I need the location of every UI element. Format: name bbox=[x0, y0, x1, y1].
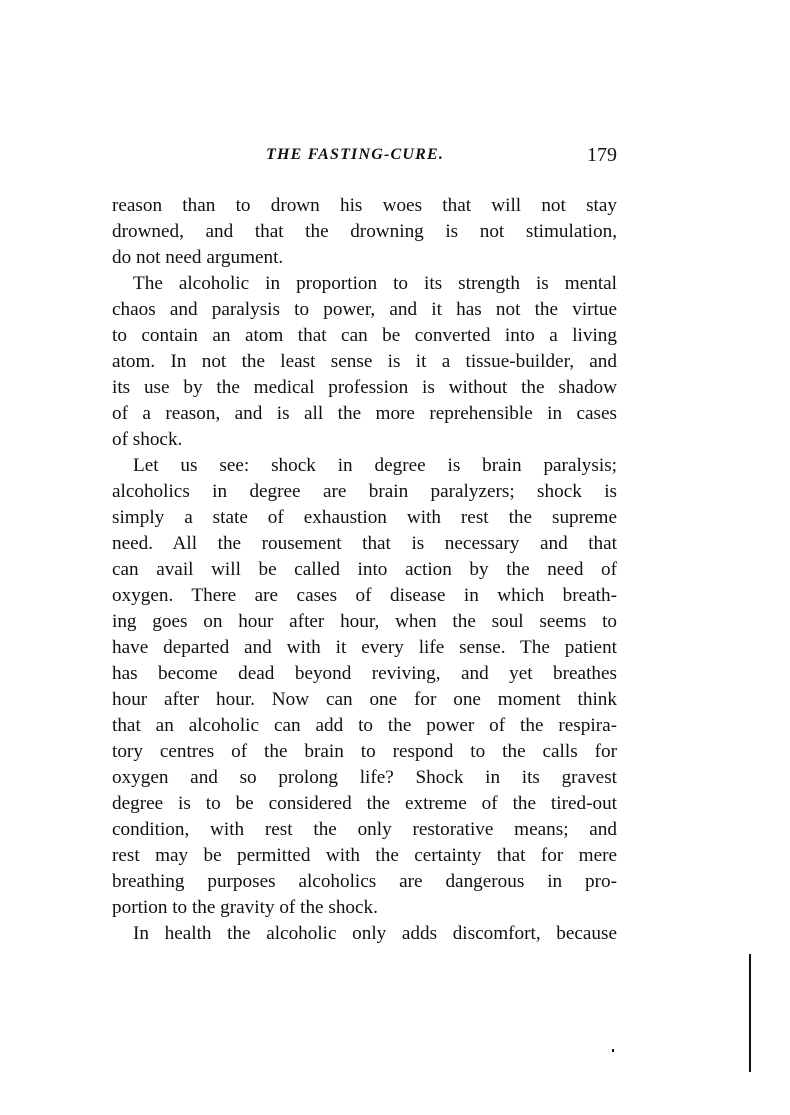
running-title: THE FASTING-CURE. bbox=[266, 146, 445, 163]
text-line: breathing purposes alcoholics are dangerous in pro- bbox=[112, 871, 617, 892]
scan-speck bbox=[612, 1049, 614, 1052]
text-line: its use by the medical profession is without the shadow bbox=[112, 377, 617, 398]
text-line: portion to the gravity of the shock. bbox=[112, 897, 378, 918]
text-line: of a reason, and is all the more reprehensible in cases bbox=[112, 403, 617, 424]
text-line: have departed and with it every life sense. The patient bbox=[112, 637, 617, 658]
scan-edge-line bbox=[749, 954, 751, 1072]
text-line: The alcoholic in proportion to its strength is mental bbox=[133, 273, 617, 294]
page-number: 179 bbox=[587, 144, 617, 166]
text-line: need. All the rousement that is necessary and that bbox=[112, 533, 617, 554]
text-line: condition, with rest the only restorative means; and bbox=[112, 819, 617, 840]
text-line: can avail will be called into action by the need of bbox=[112, 559, 617, 580]
text-line: degree is to be considered the extreme of the tired-out bbox=[112, 793, 617, 814]
text-line: In health the alcoholic only adds discomfort, because bbox=[133, 923, 617, 944]
text-line: tory centres of the brain to respond to the calls for bbox=[112, 741, 617, 762]
text-line: atom. In not the least sense is it a tissue-builder, and bbox=[112, 351, 617, 372]
text-line: hour after hour. Now can one for one moment think bbox=[112, 689, 617, 710]
text-line: alcoholics in degree are brain paralyzers; shock is bbox=[112, 481, 617, 502]
text-line: that an alcoholic can add to the power of the respira- bbox=[112, 715, 617, 736]
text-line: rest may be permitted with the certainty that for mere bbox=[112, 845, 617, 866]
text-line: Let us see: shock in degree is brain paralysis; bbox=[133, 455, 617, 476]
text-line: simply a state of exhaustion with rest the supreme bbox=[112, 507, 617, 528]
text-line: of shock. bbox=[112, 429, 183, 450]
text-line: chaos and paralysis to power, and it has not the virtue bbox=[112, 299, 617, 320]
text-line: oxygen. There are cases of disease in which breath- bbox=[112, 585, 617, 606]
running-head bbox=[112, 146, 617, 170]
body-text bbox=[112, 193, 617, 947]
text-line: drowned, and that the drowning is not stimulation, bbox=[112, 221, 617, 242]
text-line: has become dead beyond reviving, and yet breathes bbox=[112, 663, 617, 684]
text-line: reason than to drown his woes that will not stay bbox=[112, 195, 617, 216]
text-line: do not need argument. bbox=[112, 247, 284, 268]
text-line: to contain an atom that can be converted into a living bbox=[112, 325, 617, 346]
text-line: oxygen and so prolong life? Shock in its gravest bbox=[112, 767, 617, 788]
text-line: ing goes on hour after hour, when the soul seems to bbox=[112, 611, 617, 632]
